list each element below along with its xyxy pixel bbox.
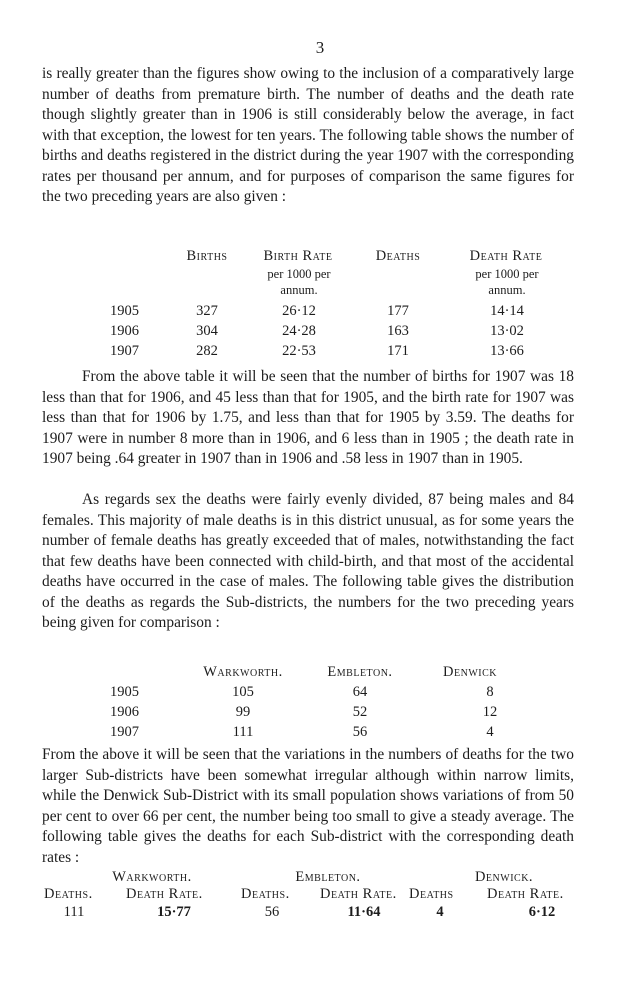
paragraph-variations: From the above it will be seen that the variations in the numbers of deaths for the two larger Sub-districts have been somewhat irregular although within narrow limits, while the Denwick Sub-District with its small population shows variations of from 50 per cent to over 66 per cent, the number being too small to give a steady average. The following table gives the deaths for each Sub-district with the corresponding death rates : bbox=[42, 746, 574, 866]
col-deaths: Deaths. bbox=[241, 886, 290, 902]
cell-births: 304 bbox=[196, 323, 218, 339]
cell-warkworth: 99 bbox=[235, 704, 251, 720]
value-denwick-rate: 6·12 bbox=[528, 904, 556, 920]
row-year: 1906 bbox=[110, 323, 139, 339]
paragraph-sex-distribution bbox=[42, 490, 574, 634]
district-warkworth: Warkworth. bbox=[112, 869, 192, 885]
cell-deaths: 171 bbox=[387, 343, 409, 359]
cell-denwick: 12 bbox=[482, 704, 498, 720]
paragraph-text: As regards sex the deaths were fairly evenly divided, 87 being males and 84 females. This majority of male deaths is in this district unusual, as for some years the number of female deaths has greatly exceeded that of males, notwithstanding the fact that few deaths have been connected with child-birth, and that most of the accidental deaths have occurred in the case of males. The following table gives the distribution of the deaths as regards the Sub-districts, the numbers for the two preceding years being given for comparison : bbox=[42, 491, 574, 631]
header-denwick: Denwick bbox=[443, 664, 497, 680]
cell-warkworth: 111 bbox=[232, 724, 254, 740]
row-year: 1905 bbox=[110, 684, 139, 700]
cell-deaths: 177 bbox=[387, 303, 409, 319]
value-embleton-rate: 11·64 bbox=[347, 904, 381, 920]
header-births: Births bbox=[186, 248, 228, 264]
cell-embleton: 64 bbox=[352, 684, 368, 700]
cell-births: 327 bbox=[196, 303, 218, 319]
paragraph-text: From the above table it will be seen that the number of births for 1907 was 18 less than that for 1906, and 45 less than that for 1905, and the birth rate for 1907 was less than that for 1906 by 1.75, and less than that for 1905 by 3.59. The deaths for 1907 were in number 8 more than in 1906, and 6 less than in 1905 ; the death rate in 1907 being .64 greater in 1907 than in 1906 and .58 less in 1907 than in 1905. bbox=[42, 368, 574, 467]
subheader-death-rate: per 1000 per annum. bbox=[475, 267, 539, 297]
row-year: 1906 bbox=[110, 704, 139, 720]
col-death-rate: Death Rate. bbox=[126, 886, 203, 902]
row-year: 1907 bbox=[110, 724, 139, 740]
cell-birth-rate: 24·28 bbox=[282, 323, 316, 339]
header-embleton: Embleton. bbox=[327, 664, 393, 680]
col-death-rate: Death Rate. bbox=[487, 886, 564, 902]
header-death-rate: Death Rate bbox=[469, 248, 543, 264]
value-warkworth-deaths: 111 bbox=[63, 904, 85, 920]
cell-birth-rate: 22·53 bbox=[282, 343, 316, 359]
paragraph-intro: is really greater than the figures show owing to the inclusion of a comparatively large number of deaths from premature birth. The number of deaths and the death rate though slightly greater than in 1906 is still considerably below the average, in fact with that exception, the lowest for ten years. The following table shows the number of births and deaths registered in the district during the year 1907 with the corresponding rates per thousand per annum, and for purposes of comparison the same figures for the two preceding years are also given : bbox=[42, 65, 574, 205]
header-deaths: Deaths bbox=[375, 248, 421, 264]
header-warkworth: Warkworth. bbox=[203, 664, 283, 680]
district-embleton: Embleton. bbox=[295, 869, 361, 885]
row-year: 1905 bbox=[110, 303, 139, 319]
cell-death-rate: 14·14 bbox=[490, 303, 524, 319]
cell-birth-rate: 26·12 bbox=[282, 303, 316, 319]
cell-deaths: 163 bbox=[387, 323, 409, 339]
col-deaths: Deaths. bbox=[44, 886, 93, 902]
cell-denwick: 4 bbox=[486, 724, 494, 740]
header-birth-rate: Birth Rate bbox=[263, 248, 333, 264]
col-death-rate: Death Rate. bbox=[320, 886, 397, 902]
cell-death-rate: 13·02 bbox=[490, 323, 524, 339]
col-deaths: Deaths bbox=[409, 886, 454, 902]
cell-embleton: 56 bbox=[352, 724, 368, 740]
value-embleton-deaths: 56 bbox=[264, 904, 280, 920]
page-number: 3 bbox=[315, 38, 325, 57]
cell-death-rate: 13·66 bbox=[490, 343, 524, 359]
district-denwick: Denwick. bbox=[474, 869, 534, 885]
cell-denwick: 8 bbox=[486, 684, 494, 700]
paragraph-births-comparison bbox=[42, 367, 574, 470]
cell-births: 282 bbox=[196, 343, 218, 359]
value-denwick-deaths: 4 bbox=[436, 904, 444, 920]
value-warkworth-rate: 15·77 bbox=[157, 904, 191, 920]
cell-embleton: 52 bbox=[352, 704, 368, 720]
row-year: 1907 bbox=[110, 343, 139, 359]
cell-warkworth: 105 bbox=[232, 684, 254, 700]
subheader-birth-rate: per 1000 per annum. bbox=[267, 267, 331, 297]
